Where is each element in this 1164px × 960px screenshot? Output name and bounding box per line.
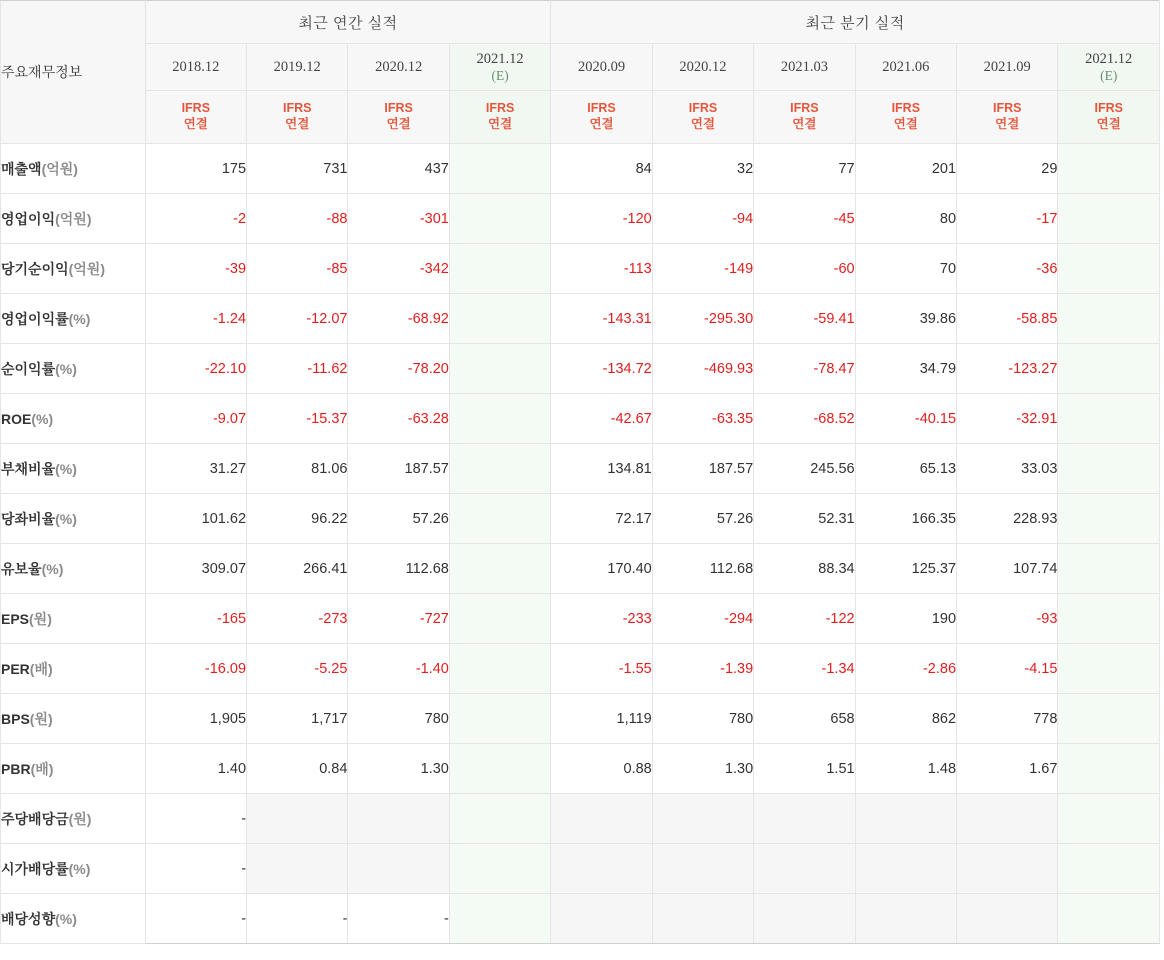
row-label [1, 144, 146, 194]
row-label [1, 694, 146, 744]
table-cell: -1.24 [145, 294, 246, 344]
table-cell [449, 394, 550, 444]
table-cell: 166.35 [855, 494, 956, 544]
table-cell: 0.88 [551, 744, 652, 794]
table-row [1, 544, 1160, 594]
table-cell [1058, 744, 1160, 794]
table-cell: 1.30 [652, 744, 753, 794]
table-cell [652, 794, 753, 844]
table-cell: 309.07 [145, 544, 246, 594]
table-cell [1058, 894, 1160, 944]
row-label-unit: (억원) [68, 260, 105, 277]
table-cell: 125.37 [855, 544, 956, 594]
table-cell [247, 844, 348, 894]
table-cell: 65.13 [855, 444, 956, 494]
table-row [1, 844, 1160, 894]
table-cell: -2 [145, 194, 246, 244]
table-cell: -1.34 [754, 644, 855, 694]
table-cell: -63.28 [348, 394, 449, 444]
table-cell [1058, 694, 1160, 744]
header-period-5-label: 2020.12 [679, 58, 727, 75]
header-period-8-label: 2021.09 [983, 58, 1031, 75]
header-period-0 [145, 44, 246, 91]
row-label-unit: (%) [41, 560, 64, 577]
table-cell [652, 844, 753, 894]
row-label [1, 844, 146, 894]
table-cell: 39.86 [855, 294, 956, 344]
table-cell [1058, 394, 1160, 444]
row-label-name: EPS [1, 610, 30, 627]
table-cell: 57.26 [348, 494, 449, 544]
table-cell [348, 844, 449, 894]
table-cell: 170.40 [551, 544, 652, 594]
row-label-name: 영업이익률 [1, 310, 69, 327]
table-cell: -301 [348, 194, 449, 244]
header-corner-label: 주요재무정보 [1, 1, 146, 144]
table-cell [449, 694, 550, 744]
header-standard-0 [145, 91, 246, 144]
row-label-unit: (%) [68, 860, 91, 877]
table-cell: -5.25 [247, 644, 348, 694]
table-cell: 0.84 [247, 744, 348, 794]
header-period-2-label: 2020.12 [375, 58, 423, 75]
table-cell: -63.35 [652, 394, 753, 444]
table-cell [551, 794, 652, 844]
row-label-name: 영업이익 [1, 210, 56, 227]
row-label-name: 순이익률 [1, 360, 56, 377]
table-row [1, 644, 1160, 694]
header-standard-8 [957, 91, 1058, 144]
table-cell [449, 244, 550, 294]
table-cell: -122 [754, 594, 855, 644]
row-label-unit: (%) [68, 310, 91, 327]
row-label [1, 294, 146, 344]
table-cell [754, 894, 855, 944]
table-cell: 1.48 [855, 744, 956, 794]
header-standard-9-line1: IFRS [1094, 101, 1123, 116]
table-cell: 72.17 [551, 494, 652, 544]
row-label [1, 494, 146, 544]
table-cell [957, 894, 1058, 944]
row-label [1, 444, 146, 494]
row-label-unit: (%) [55, 360, 77, 377]
row-label [1, 194, 146, 244]
table-cell [1058, 344, 1160, 394]
header-period-8 [957, 44, 1058, 91]
table-cell: -294 [652, 594, 753, 644]
row-label-name: 부채비율 [1, 460, 56, 477]
table-cell [855, 894, 956, 944]
table-cell: 175 [145, 144, 246, 194]
table-cell: -120 [551, 194, 652, 244]
table-cell [957, 844, 1058, 894]
row-label-name: 시가배당률 [1, 860, 69, 877]
row-label-name: 당기순이익 [1, 260, 69, 277]
table-cell [1058, 444, 1160, 494]
table-cell: 29 [957, 144, 1058, 194]
table-cell: -93 [957, 594, 1058, 644]
row-label [1, 644, 146, 694]
table-cell: -42.67 [551, 394, 652, 444]
header-standard-9-line2: 연결 [1096, 117, 1121, 131]
table-cell: - [145, 894, 246, 944]
table-cell: -1.39 [652, 644, 753, 694]
table-cell [1058, 794, 1160, 844]
table-cell: 80 [855, 194, 956, 244]
row-label-name: BPS [1, 710, 30, 727]
row-label-name: ROE [1, 410, 32, 427]
table-cell: 1,717 [247, 694, 348, 744]
table-cell: -32.91 [957, 394, 1058, 444]
table-cell: 112.68 [652, 544, 753, 594]
table-cell [1058, 844, 1160, 894]
table-cell: -1.40 [348, 644, 449, 694]
table-cell: 1,905 [145, 694, 246, 744]
header-period-9 [1058, 44, 1160, 91]
table-cell: 187.57 [652, 444, 753, 494]
row-label [1, 594, 146, 644]
table-row [1, 494, 1160, 544]
table-cell [348, 794, 449, 844]
header-standard-2 [348, 91, 449, 144]
table-cell [652, 894, 753, 944]
header-standard-1-line2: 연결 [285, 117, 310, 131]
table-cell: 780 [652, 694, 753, 744]
table-cell: 107.74 [957, 544, 1058, 594]
table-row [1, 894, 1160, 944]
row-label [1, 544, 146, 594]
table-cell: -149 [652, 244, 753, 294]
row-label [1, 894, 146, 944]
table-cell: -36 [957, 244, 1058, 294]
row-label-name: 당좌비율 [1, 510, 56, 527]
table-cell: 31.27 [145, 444, 246, 494]
table-cell [1058, 644, 1160, 694]
table-cell [449, 144, 550, 194]
table-cell [449, 794, 550, 844]
table-cell [754, 844, 855, 894]
table-cell: -68.52 [754, 394, 855, 444]
header-standard-4-line1: IFRS [587, 101, 616, 116]
row-label-unit: (배) [30, 760, 54, 777]
table-cell: -17 [957, 194, 1058, 244]
header-standard-9 [1058, 91, 1160, 144]
table-cell: 33.03 [957, 444, 1058, 494]
header-standard-5-line2: 연결 [690, 117, 716, 131]
header-period-7-label: 2021.06 [882, 58, 930, 75]
table-cell: -9.07 [145, 394, 246, 444]
table-cell [1058, 544, 1160, 594]
table-cell [449, 744, 550, 794]
header-standard-2-line2: 연결 [386, 117, 411, 131]
table-row [1, 144, 1160, 194]
table-cell [754, 794, 855, 844]
row-label-unit: (원) [68, 810, 92, 827]
row-label-unit: (억원) [41, 160, 78, 177]
row-label-name: 매출액 [1, 160, 42, 177]
header-period-6-label: 2021.03 [780, 58, 828, 75]
header-standard-3-line1: IFRS [485, 101, 515, 116]
table-cell [551, 844, 652, 894]
row-label [1, 394, 146, 444]
table-body [1, 144, 1160, 944]
row-label-name: 배당성향 [1, 910, 56, 927]
header-row-standard [1, 91, 1160, 144]
header-standard-8-line2: 연결 [995, 117, 1020, 131]
table-cell: -60 [754, 244, 855, 294]
row-label-unit: (%) [55, 460, 77, 477]
table-cell: -11.62 [247, 344, 348, 394]
table-cell: - [247, 894, 348, 944]
table-cell: 1.51 [754, 744, 855, 794]
row-label-name: 주당배당금 [1, 810, 69, 827]
header-standard-5 [652, 91, 753, 144]
row-label [1, 244, 146, 294]
table-cell: -45 [754, 194, 855, 244]
table-cell: -165 [145, 594, 246, 644]
header-period-3-estimate: (E) [491, 67, 509, 83]
row-label-name: PER [1, 660, 30, 677]
row-label-unit: (억원) [55, 210, 92, 227]
header-standard-7 [855, 91, 956, 144]
table-cell: 96.22 [247, 494, 348, 544]
row-label-unit: (배) [29, 660, 53, 677]
table-cell: 228.93 [957, 494, 1058, 544]
table-cell [957, 794, 1058, 844]
header-period-3 [449, 44, 550, 91]
header-period-5 [652, 44, 753, 91]
row-label-unit: (%) [31, 410, 54, 427]
table-cell: -58.85 [957, 294, 1058, 344]
header-group-annual: 최근 연간 실적 [145, 1, 551, 44]
table-cell: 81.06 [247, 444, 348, 494]
header-standard-1 [247, 91, 348, 144]
header-standard-4 [551, 91, 652, 144]
table-cell: -40.15 [855, 394, 956, 444]
table-cell: 34.79 [855, 344, 956, 394]
table-cell: -143.31 [551, 294, 652, 344]
table-cell [449, 644, 550, 694]
table-cell [449, 844, 550, 894]
table-cell: -233 [551, 594, 652, 644]
table-row [1, 194, 1160, 244]
table-row [1, 794, 1160, 844]
table-cell: 134.81 [551, 444, 652, 494]
table-cell: -342 [348, 244, 449, 294]
table-cell: 1.30 [348, 744, 449, 794]
table-cell: -85 [247, 244, 348, 294]
header-standard-3 [449, 91, 550, 144]
table-cell: -469.93 [652, 344, 753, 394]
table-row [1, 694, 1160, 744]
row-label [1, 794, 146, 844]
table-cell: 84 [551, 144, 652, 194]
table-cell: -78.47 [754, 344, 855, 394]
table-cell [1058, 494, 1160, 544]
header-standard-7-line1: IFRS [891, 101, 921, 116]
row-label-unit: (원) [29, 710, 53, 727]
table-cell: 266.41 [247, 544, 348, 594]
table-row [1, 344, 1160, 394]
header-period-9-label: 2021.12 [1085, 50, 1133, 67]
row-label-name: 유보율 [1, 560, 42, 577]
table-cell: -113 [551, 244, 652, 294]
table-cell: 190 [855, 594, 956, 644]
table-cell [449, 344, 550, 394]
header-standard-1-line1: IFRS [283, 101, 312, 116]
header-standard-7-line2: 연결 [893, 117, 918, 131]
table-cell [1058, 294, 1160, 344]
table-cell: 245.56 [754, 444, 855, 494]
header-period-7 [855, 44, 956, 91]
table-cell: -134.72 [551, 344, 652, 394]
table-cell: 1.40 [145, 744, 246, 794]
table-cell: -88 [247, 194, 348, 244]
header-period-4 [551, 44, 652, 91]
header-period-0-label: 2018.12 [172, 58, 220, 75]
table-cell: -123.27 [957, 344, 1058, 394]
table-cell: -22.10 [145, 344, 246, 394]
table-row [1, 444, 1160, 494]
table-cell: -273 [247, 594, 348, 644]
table-cell: -2.86 [855, 644, 956, 694]
table-cell: 187.57 [348, 444, 449, 494]
header-standard-6-line2: 연결 [792, 117, 817, 131]
table-cell: 101.62 [145, 494, 246, 544]
table-row [1, 394, 1160, 444]
header-standard-3-line2: 연결 [488, 117, 513, 131]
table-cell [449, 294, 550, 344]
table-cell: -68.92 [348, 294, 449, 344]
table-cell: -295.30 [652, 294, 753, 344]
table-row [1, 244, 1160, 294]
table-cell: - [145, 794, 246, 844]
table-cell [551, 894, 652, 944]
table-cell: 77 [754, 144, 855, 194]
table-cell: 1,119 [551, 694, 652, 744]
table-cell: -78.20 [348, 344, 449, 394]
header-period-1-label: 2019.12 [273, 58, 321, 75]
header-standard-4-line2: 연결 [589, 117, 614, 131]
header-period-4-label: 2020.09 [577, 58, 626, 75]
table-cell: 70 [855, 244, 956, 294]
header-standard-2-line1: IFRS [384, 101, 413, 116]
table-cell: -12.07 [247, 294, 348, 344]
header-period-1 [247, 44, 348, 91]
table-cell [449, 544, 550, 594]
header-row-groups [1, 1, 1160, 44]
header-period-3-label: 2021.12 [476, 50, 524, 67]
row-label [1, 744, 146, 794]
header-period-2 [348, 44, 449, 91]
table-row [1, 744, 1160, 794]
table-cell [855, 844, 956, 894]
header-standard-6-line1: IFRS [790, 101, 819, 116]
table-row [1, 594, 1160, 644]
row-label-unit: (%) [55, 910, 77, 927]
row-label-unit: (원) [29, 610, 52, 627]
table-cell: -59.41 [754, 294, 855, 344]
table-cell: 112.68 [348, 544, 449, 594]
table-cell: - [348, 894, 449, 944]
row-label [1, 344, 146, 394]
table-cell [449, 494, 550, 544]
header-period-9-estimate: (E) [1100, 67, 1118, 83]
table-cell [1058, 144, 1160, 194]
table-cell [1058, 244, 1160, 294]
header-period-6 [754, 44, 855, 91]
header-standard-0-line2: 연결 [183, 117, 208, 131]
table-cell: 780 [348, 694, 449, 744]
table-cell [247, 794, 348, 844]
table-cell: - [145, 844, 246, 894]
table-cell [449, 194, 550, 244]
table-cell: 32 [652, 144, 753, 194]
table-cell: -39 [145, 244, 246, 294]
table-cell: 201 [855, 144, 956, 194]
table-cell: -16.09 [145, 644, 246, 694]
header-standard-6 [754, 91, 855, 144]
header-row-periods [1, 44, 1160, 91]
table-cell: 731 [247, 144, 348, 194]
table-cell: -1.55 [551, 644, 652, 694]
row-label-name: PBR [1, 760, 31, 777]
table-cell: -94 [652, 194, 753, 244]
table-cell: 778 [957, 694, 1058, 744]
table-cell: 658 [754, 694, 855, 744]
header-group-quarterly: 최근 분기 실적 [551, 1, 1160, 44]
table-cell [1058, 194, 1160, 244]
table-cell [449, 594, 550, 644]
table-cell [855, 794, 956, 844]
header-standard-8-line1: IFRS [992, 101, 1022, 116]
table-cell: -15.37 [247, 394, 348, 444]
table-cell: -4.15 [957, 644, 1058, 694]
table-row [1, 294, 1160, 344]
row-label-unit: (%) [55, 510, 77, 527]
header-standard-0-line1: IFRS [181, 101, 211, 116]
table-cell: 52.31 [754, 494, 855, 544]
table-cell [449, 444, 550, 494]
table-cell: 862 [855, 694, 956, 744]
table-cell: 57.26 [652, 494, 753, 544]
table-cell: -727 [348, 594, 449, 644]
header-standard-5-line1: IFRS [688, 101, 718, 116]
table-cell [1058, 594, 1160, 644]
table-cell: 88.34 [754, 544, 855, 594]
table-cell [449, 894, 550, 944]
table-header [1, 1, 1160, 144]
table-cell: 437 [348, 144, 449, 194]
table-cell: 1.67 [957, 744, 1058, 794]
